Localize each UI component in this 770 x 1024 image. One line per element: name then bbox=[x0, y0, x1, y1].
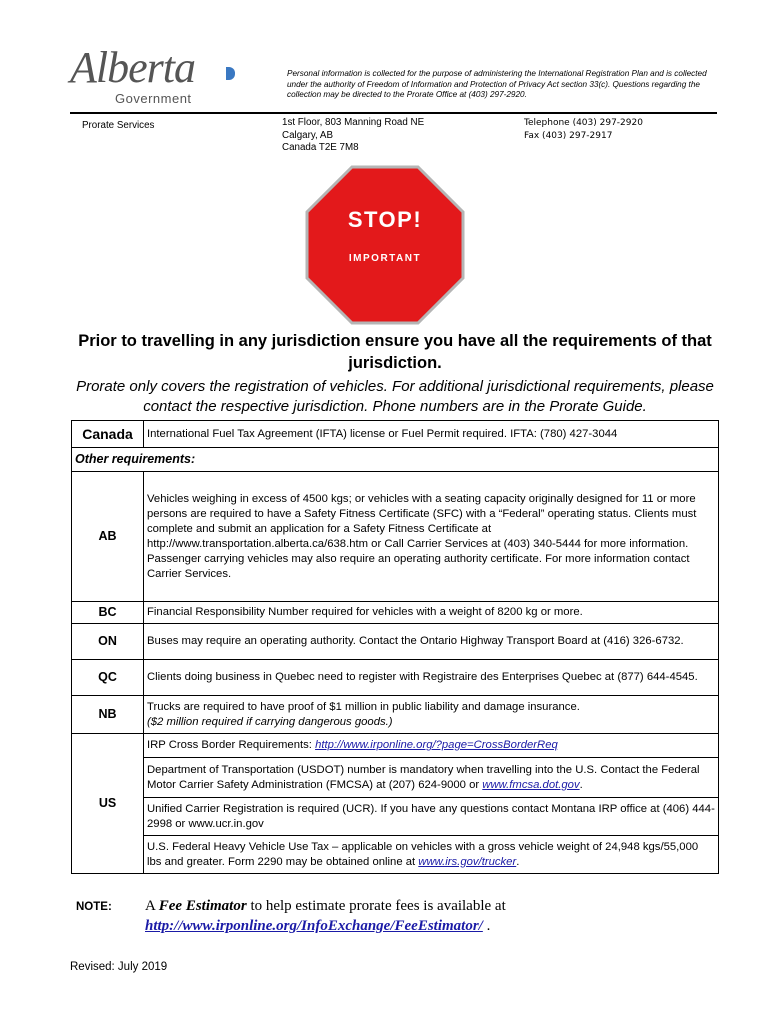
us-ucr: Unified Carrier Registration is required (UCR). If you have any questions contact Montana IRP office at (406) 444-2998 or www.ucr.in.gov bbox=[144, 798, 719, 836]
fee-estimator-emphasis: Fee Estimator bbox=[158, 898, 247, 914]
us-cross-border-text: IRP Cross Border Requirements: bbox=[147, 739, 316, 751]
address-line: 1st Floor, 803 Manning Road NE bbox=[282, 117, 425, 128]
table-row bbox=[72, 758, 719, 798]
other-requirements-heading: Other requirements: bbox=[72, 448, 719, 472]
canada-requirement: International Fuel Tax Agreement (IFTA) license or Fuel Permit required. IFTA: (780) 427-3044 bbox=[144, 421, 719, 448]
table-row bbox=[72, 448, 719, 472]
jurisdiction-ab: AB bbox=[72, 472, 144, 602]
jurisdiction-qc: QC bbox=[72, 660, 144, 696]
jurisdiction-on: ON bbox=[72, 624, 144, 660]
stop-subtitle: IMPORTANT bbox=[348, 253, 422, 264]
on-requirement: Buses may require an operating authority. Contact the Ontario Highway Transport Board at (416) 326-6732. bbox=[144, 624, 719, 660]
jurisdiction-nb: NB bbox=[72, 696, 144, 734]
us-usdot bbox=[144, 758, 719, 798]
logo-wordmark: Alberta bbox=[70, 43, 195, 92]
us-hvut bbox=[144, 836, 719, 874]
revision-date: Revised: July 2019 bbox=[70, 961, 168, 973]
table-row bbox=[72, 696, 719, 734]
unit-name: Prorate Services bbox=[82, 120, 155, 131]
logo-mark-icon bbox=[226, 67, 235, 80]
us-cross-border bbox=[144, 734, 719, 758]
alberta-government-logo bbox=[70, 43, 245, 110]
stop-sign-icon bbox=[305, 165, 465, 325]
jurisdiction-canada: Canada bbox=[72, 421, 144, 448]
main-headline: Prior to travelling in any jurisdiction ensure you have all the requirements of that jurisdiction. bbox=[78, 332, 712, 372]
address-line: Canada T2E 7M8 bbox=[282, 142, 359, 153]
bc-requirement: Financial Responsibility Number required for vehicles with a weight of 8200 kg or more. bbox=[144, 602, 719, 624]
table-row bbox=[72, 421, 719, 448]
us-usdot-text: Department of Transportation (USDOT) number is mandatory when travelling into the U.S. Contact the Federal Motor Carrier Safety Administration (FMCSA) at (207) 624-9000 or bbox=[147, 763, 700, 791]
telephone: Telephone (403) 297-2920 bbox=[524, 118, 643, 128]
nb-requirement bbox=[144, 696, 719, 734]
table-row bbox=[72, 798, 719, 836]
jurisdiction-us: US bbox=[72, 734, 144, 874]
logo-subtitle: Government bbox=[115, 91, 192, 106]
sub-headline: Prorate only covers the registration of vehicles. For additional jurisdictional requirements, please contact the respective jurisdiction. Phone numbers are in the Prorate Guide. bbox=[76, 378, 714, 415]
table-row bbox=[72, 472, 719, 602]
note-prefix: A bbox=[145, 898, 159, 914]
address-line: Calgary, AB bbox=[282, 129, 334, 141]
qc-requirement: Clients doing business in Quebec need to register with Registraire des Enterprises Quebec at (877) 644-4545. bbox=[144, 660, 719, 696]
nb-requirement-note: ($2 million required if carrying dangerous goods.) bbox=[147, 715, 393, 728]
table-row bbox=[72, 660, 719, 696]
office-contact bbox=[524, 117, 643, 142]
jurisdiction-bc: BC bbox=[72, 602, 144, 624]
table-row bbox=[72, 602, 719, 624]
note-middle: to help estimate prorate fees is available at bbox=[246, 898, 506, 914]
us-hvut-end: . bbox=[516, 855, 520, 868]
fax: Fax (403) 297-2917 bbox=[524, 130, 613, 141]
fee-estimator-link[interactable]: http://www.irponline.org/InfoExchange/FeeEstimator/ bbox=[145, 918, 483, 934]
table-row bbox=[72, 624, 719, 660]
header-divider bbox=[70, 112, 717, 114]
table-row bbox=[72, 836, 719, 874]
nb-requirement-text: Trucks are required to have proof of $1 million in public liability and damage insurance. bbox=[147, 700, 580, 713]
cross-border-link[interactable]: http://www.irponline.org/?page=CrossBorderReq bbox=[315, 739, 558, 751]
note-text bbox=[145, 896, 705, 936]
note-label: NOTE: bbox=[76, 901, 112, 913]
stop-title: STOP! bbox=[347, 207, 423, 232]
privacy-notice: Personal information is collected for the purpose of administering the International Registration Plan and is collected under the authority of Freedom of Information and Protection of Privacy Act section 33(c). Questions regarding the collection may be directed to the Prorate Office at (403) 297-2920. bbox=[287, 69, 707, 100]
jurisdiction-requirements-table bbox=[71, 420, 719, 874]
table-row bbox=[72, 734, 719, 758]
irs-trucker-link[interactable]: www.irs.gov/trucker bbox=[418, 855, 517, 868]
office-address bbox=[282, 117, 424, 155]
us-hvut-text: U.S. Federal Heavy Vehicle Use Tax – applicable on vehicles with a gross vehicle weight of 24,948 kgs/55,000 lbs and greater. Form 2290 may be obtained online at bbox=[147, 840, 699, 868]
note-end: . bbox=[482, 918, 491, 934]
fmcsa-link[interactable]: www.fmcsa.dot.gov bbox=[482, 778, 580, 791]
us-usdot-end: . bbox=[579, 778, 583, 791]
ab-requirement: Vehicles weighing in excess of 4500 kgs; or vehicles with a seating capacity originally designed for 11 or more persons are required to have a Safety Fitness Certificate (SFC) with a “Federal” operating status. Clients must complete and submit an application for a Safety Fitness Certificate at http://www.transportation.alberta.ca/638.htm or Call Carrier Services at (403) 340-5444 for more information. Passenger carrying vehicles may also require an operating authority certificate. For more information contact Carrier Services. bbox=[144, 472, 719, 602]
